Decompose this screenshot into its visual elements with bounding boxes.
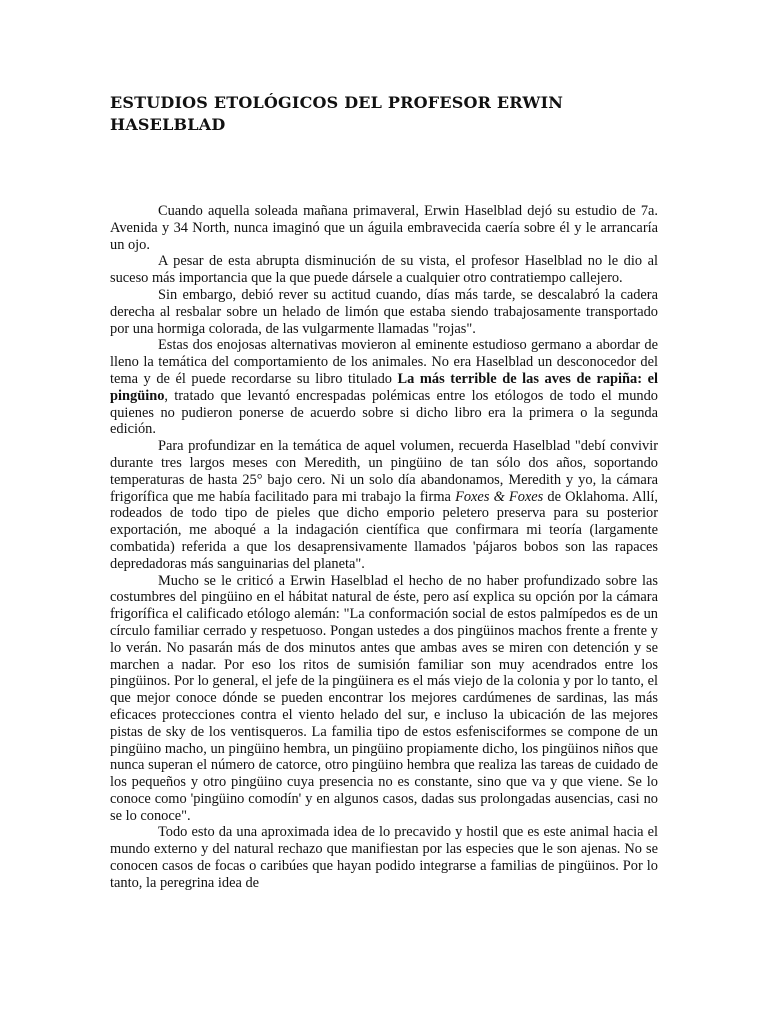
paragraph-5-text-a: Para profundizar en la temática de aquel volumen, recuerda Haselblad "debí convivir durante tres largos meses con Meredith, un pingüino de tan sólo dos años, soportando temperaturas de hasta 25° bajo cero. Ni un solo día abandonamos, Meredith y yo, la cámara frigorífica que me había facilitado para mi trabajo la firma [110, 438, 658, 505]
document-title [110, 92, 658, 136]
title-line-2: HASELBLAD [110, 115, 226, 134]
book-title: La más terrible de las aves de rapiña: el pingüino [110, 370, 658, 404]
document-body [110, 203, 658, 892]
firm-name: Foxes & Foxes [455, 488, 544, 505]
title-line-1: ESTUDIOS ETOLÓGICOS DEL PROFESOR ERWIN [110, 93, 564, 112]
paragraph-7: Todo esto da una aproximada idea de lo precavido y hostil que es este animal hacia el mundo externo y del natural rechazo que manifiestan por las especies que le son ajenas. No se conocen casos de focas o caribúes que hayan podido integrarse a familias de pingüinos. Por lo tanto, la peregrina idea de [110, 824, 658, 891]
paragraph-1: Cuando aquella soleada mañana primaveral, Erwin Haselblad dejó su estudio de 7a. Avenida y 34 North, nunca imaginó que un águila embravecida caería sobre él y le arrancaría un ojo. [110, 203, 658, 253]
paragraph-4 [110, 337, 658, 438]
paragraph-4-text-b: , tratado que levantó encrespadas polémicas entre los etólogos de todo el mundo quienes no pudieron ponerse de acuerdo sobre si dicho libro era la primera o la segunda edición. [110, 387, 658, 438]
document-page [110, 92, 658, 892]
paragraph-2: A pesar de esta abrupta disminución de su vista, el profesor Haselblad no le dio al suceso más importancia que la que puede dársele a cualquier otro contratiempo callejero. [110, 253, 658, 287]
paragraph-3: Sin embargo, debió rever su actitud cuando, días más tarde, se descalabró la cadera derecha al resbalar sobre un helado de limón que estaba siendo trabajosamente transportado por una hormiga colorada, de las vulgarmente llamadas "rojas". [110, 286, 658, 337]
paragraph-4-text-a: Estas dos enojosas alternativas movieron al eminente estudioso germano a abordar de lleno la temática del comportamiento de los animales. No era Haselblad un desconocedor del tema y de él puede recordarse su libro titulado [110, 337, 658, 387]
paragraph-5 [110, 438, 658, 572]
paragraph-6: Mucho se le criticó a Erwin Haselblad el hecho de no haber profundizado sobre las costumbres del pingüino en el hábitat natural de éste, pero así explica su opción por la cámara frigorífica el calificado etólogo alemán: "La conformación social de estos palmípedos es de un círculo familiar cerrado y respetuoso. Pongan ustedes a dos pingüinos machos frente a frente y lo verán. No pasarán más de dos minutos antes que ambas aves se miren con detención y se marchen a nadar. Por eso los ritos de sumisión familiar son muy acendrados entre los pingüinos. Por lo general, el jefe de la pingüinera es el más viejo de la colonia y por lo tanto, el que mejor conoce dónde se pueden encontrar los mejores cardúmenes de sardinas, las más eficaces protecciones contra el viento helado del sur, e incluso la ubicación de las mejores pistas de sky de los ventisqueros. La familia tipo de estos esfenisciformes se compone de un pingüino macho, un pingüino hembra, un pingüino propiamente dicho, los pingüinos niños que nunca superan el número de catorce, otro pingüino hembra que realiza las tareas de cuidado de los pequeños y otro pingüino cuya presencia no es constante, sino que va y que viene. Se lo conoce como 'pingüino comodín' y en algunos casos, dadas sus prolongadas ausencias, casi no se lo conoce". [110, 572, 658, 824]
paragraph-5-text-b: de Oklahoma. Allí, rodeados de todo tipo de pieles que dicho emporio peletero preserva para su posterior exportación, me aboqué a la indagación científica que confirmara mi teoría (largamente combatida) referida a que los desaprensivamente llamados 'pájaros bobos son las rapaces depredadoras más sanguinarias del planeta". [110, 488, 659, 572]
